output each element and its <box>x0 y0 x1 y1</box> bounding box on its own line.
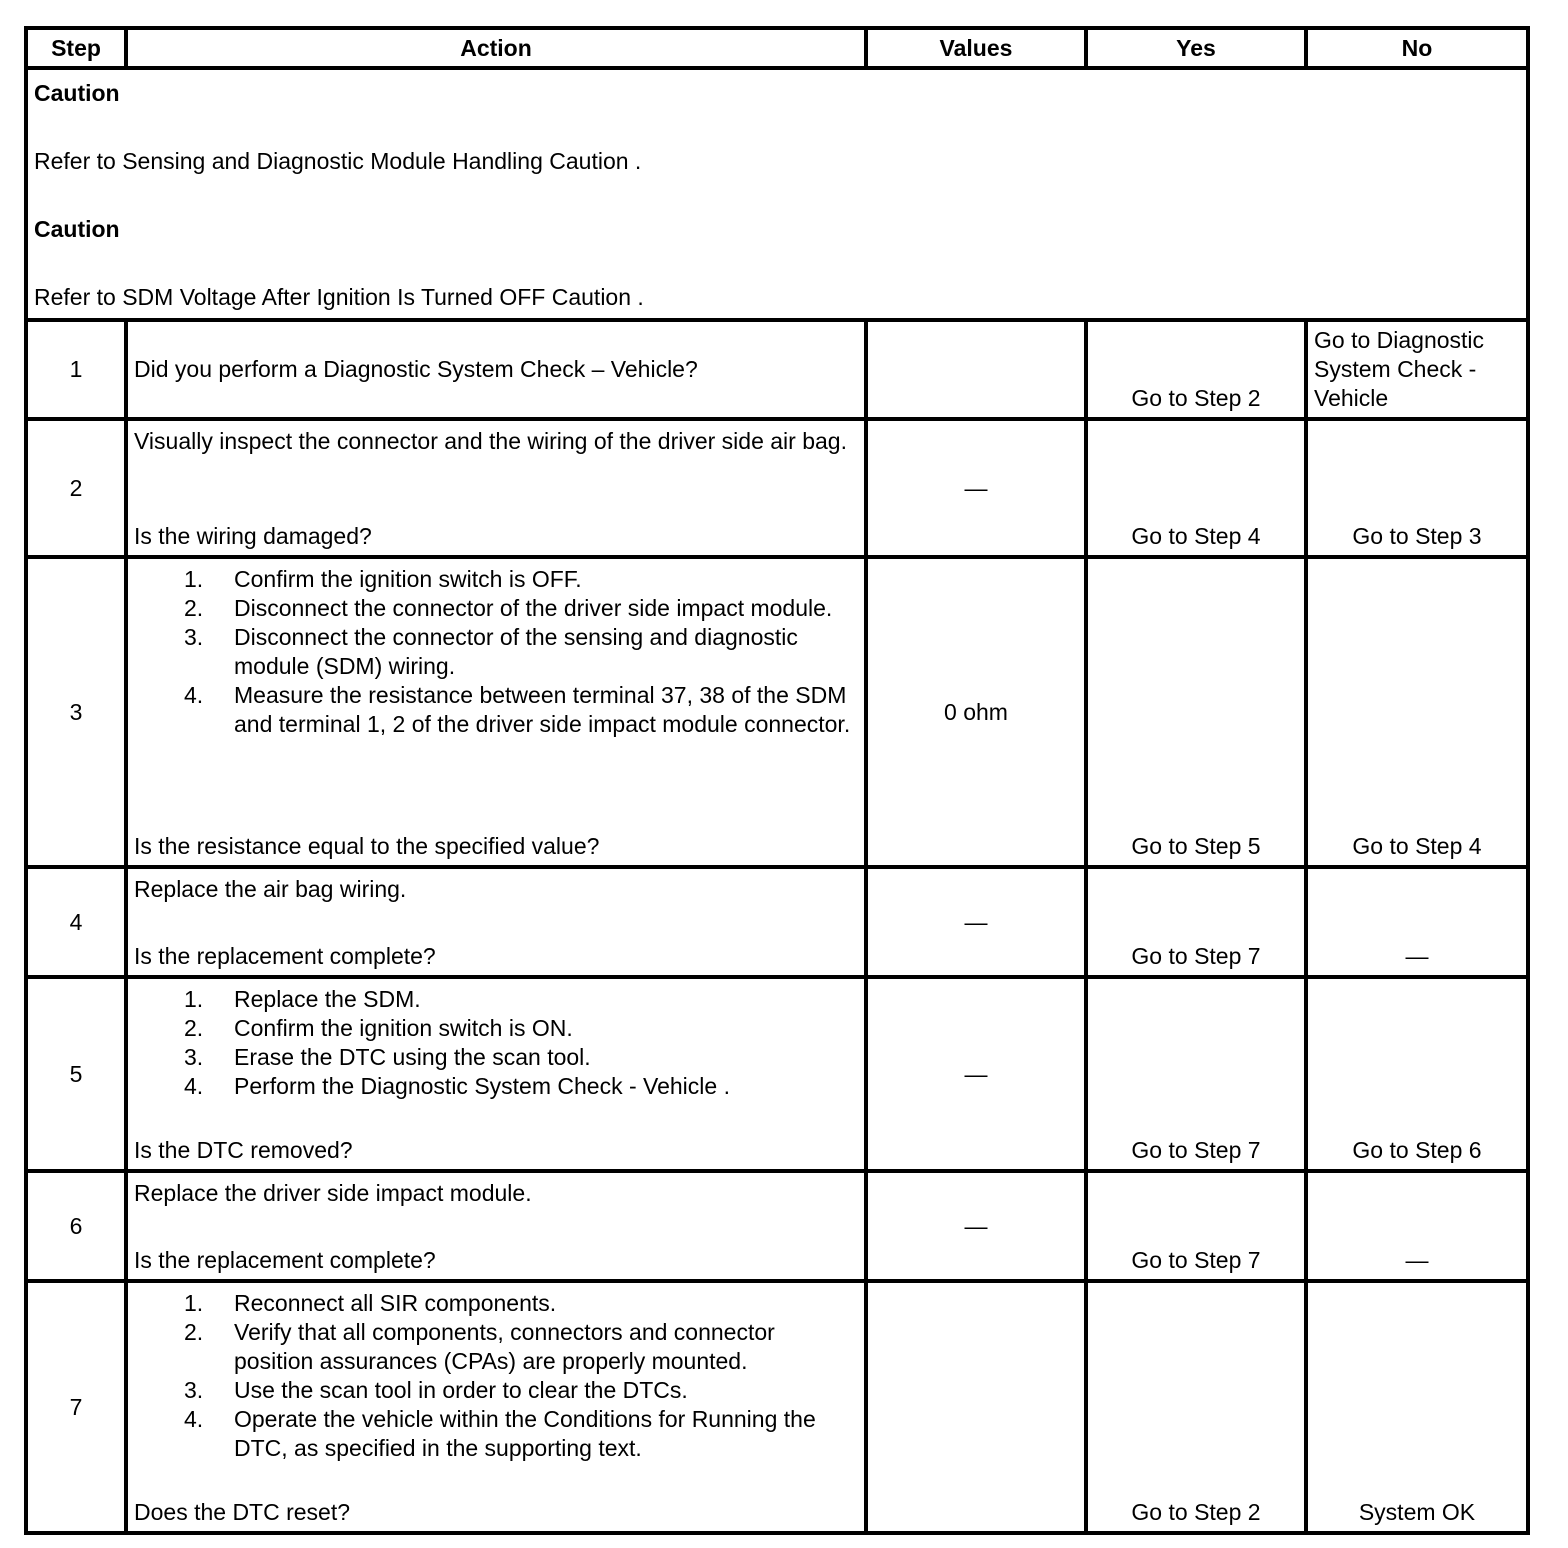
no-cell: Go to Diagnostic System Check - Vehicle <box>1306 320 1528 419</box>
values-cell: 0 ohm <box>866 557 1086 867</box>
header-row <box>26 28 1528 68</box>
yes-cell: Go to Step 7 <box>1086 977 1306 1171</box>
list-item: 4. Perform the Diagnostic System Check - Vehicle . <box>184 1073 730 1099</box>
action-cell <box>126 557 866 867</box>
list-item: 1. Replace the SDM. <box>184 986 421 1012</box>
action-cell <box>126 977 866 1171</box>
values-cell <box>866 320 1086 419</box>
list-item: 2. Confirm the ignition switch is ON. <box>184 1015 573 1041</box>
action-list <box>134 1289 858 1463</box>
values-cell: — <box>866 867 1086 977</box>
header-no: No <box>1306 28 1528 68</box>
no-cell: Go to Step 3 <box>1306 419 1528 557</box>
action-cell <box>126 419 866 557</box>
list-item: 2. Verify that all components, connectors and connector position assurances (CPAs) are properly mounted. <box>184 1319 775 1374</box>
action-cell <box>126 867 866 977</box>
list-item: 1. Confirm the ignition switch is OFF. <box>184 566 582 592</box>
list-item: 2. Disconnect the connector of the driver side impact module. <box>184 595 833 621</box>
action-question: Is the wiring damaged? <box>134 523 372 549</box>
yes-cell: Go to Step 7 <box>1086 1171 1306 1281</box>
table-row <box>26 419 1528 557</box>
no-cell: Go to Step 6 <box>1306 977 1528 1171</box>
yes-cell: Go to Step 2 <box>1086 1281 1306 1533</box>
list-item: 3. Erase the DTC using the scan tool. <box>184 1044 591 1070</box>
action-question: Is the replacement complete? <box>134 943 436 969</box>
list-item: 4. Operate the vehicle within the Conditions for Running the DTC, as specified in the supporting text. <box>184 1406 816 1461</box>
step-number: 7 <box>26 1281 126 1533</box>
caution-heading: Caution <box>34 216 120 242</box>
list-item: 3. Use the scan tool in order to clear the DTCs. <box>184 1377 688 1403</box>
action-list <box>134 985 858 1101</box>
no-cell: System OK <box>1306 1281 1528 1533</box>
action-question: Is the replacement complete? <box>134 1247 436 1273</box>
table-row <box>26 557 1528 867</box>
action-cell <box>126 1281 866 1533</box>
caution-text: Refer to SDM Voltage After Ignition Is Turned OFF Caution . <box>34 284 644 310</box>
table-row <box>26 320 1528 419</box>
header-yes: Yes <box>1086 28 1306 68</box>
action-question: Is the DTC removed? <box>134 1137 353 1163</box>
action-text: Did you perform a Diagnostic System Check – Vehicle? <box>134 356 698 382</box>
caution-heading: Caution <box>34 80 120 106</box>
step-number: 4 <box>26 867 126 977</box>
table-row <box>26 1281 1528 1533</box>
action-list <box>134 565 858 739</box>
yes-cell: Go to Step 5 <box>1086 557 1306 867</box>
no-cell: — <box>1306 1171 1528 1281</box>
action-text: Visually inspect the connector and the wiring of the driver side air bag. <box>134 428 847 454</box>
yes-cell: Go to Step 2 <box>1086 320 1306 419</box>
diagnostic-table <box>24 26 1530 1535</box>
no-cell: Go to Step 4 <box>1306 557 1528 867</box>
values-cell: — <box>866 1171 1086 1281</box>
values-cell: — <box>866 977 1086 1171</box>
list-item: 4. Measure the resistance between terminal 37, 38 of the SDM and terminal 1, 2 of the driver side impact module connector. <box>184 682 851 737</box>
caution-text: Refer to Sensing and Diagnostic Module Handling Caution . <box>34 148 642 174</box>
values-cell <box>866 1281 1086 1533</box>
action-text: Replace the driver side impact module. <box>134 1180 532 1206</box>
yes-cell: Go to Step 4 <box>1086 419 1306 557</box>
action-question: Is the resistance equal to the specified value? <box>134 833 600 859</box>
header-step: Step <box>26 28 126 68</box>
action-cell <box>126 320 866 419</box>
table-row <box>26 867 1528 977</box>
step-number: 3 <box>26 557 126 867</box>
values-cell: — <box>866 419 1086 557</box>
header-values: Values <box>866 28 1086 68</box>
step-number: 6 <box>26 1171 126 1281</box>
caution-cell <box>26 68 1528 320</box>
header-action: Action <box>126 28 866 68</box>
action-text: Replace the air bag wiring. <box>134 876 407 902</box>
action-cell <box>126 1171 866 1281</box>
caution-row <box>26 68 1528 320</box>
step-number: 5 <box>26 977 126 1171</box>
step-number: 1 <box>26 320 126 419</box>
list-item: 3. Disconnect the connector of the sensing and diagnostic module (SDM) wiring. <box>184 624 798 679</box>
no-cell: — <box>1306 867 1528 977</box>
step-number: 2 <box>26 419 126 557</box>
yes-cell: Go to Step 7 <box>1086 867 1306 977</box>
action-question: Does the DTC reset? <box>134 1499 351 1525</box>
table-row <box>26 977 1528 1171</box>
table-row <box>26 1171 1528 1281</box>
list-item: 1. Reconnect all SIR components. <box>184 1290 557 1316</box>
